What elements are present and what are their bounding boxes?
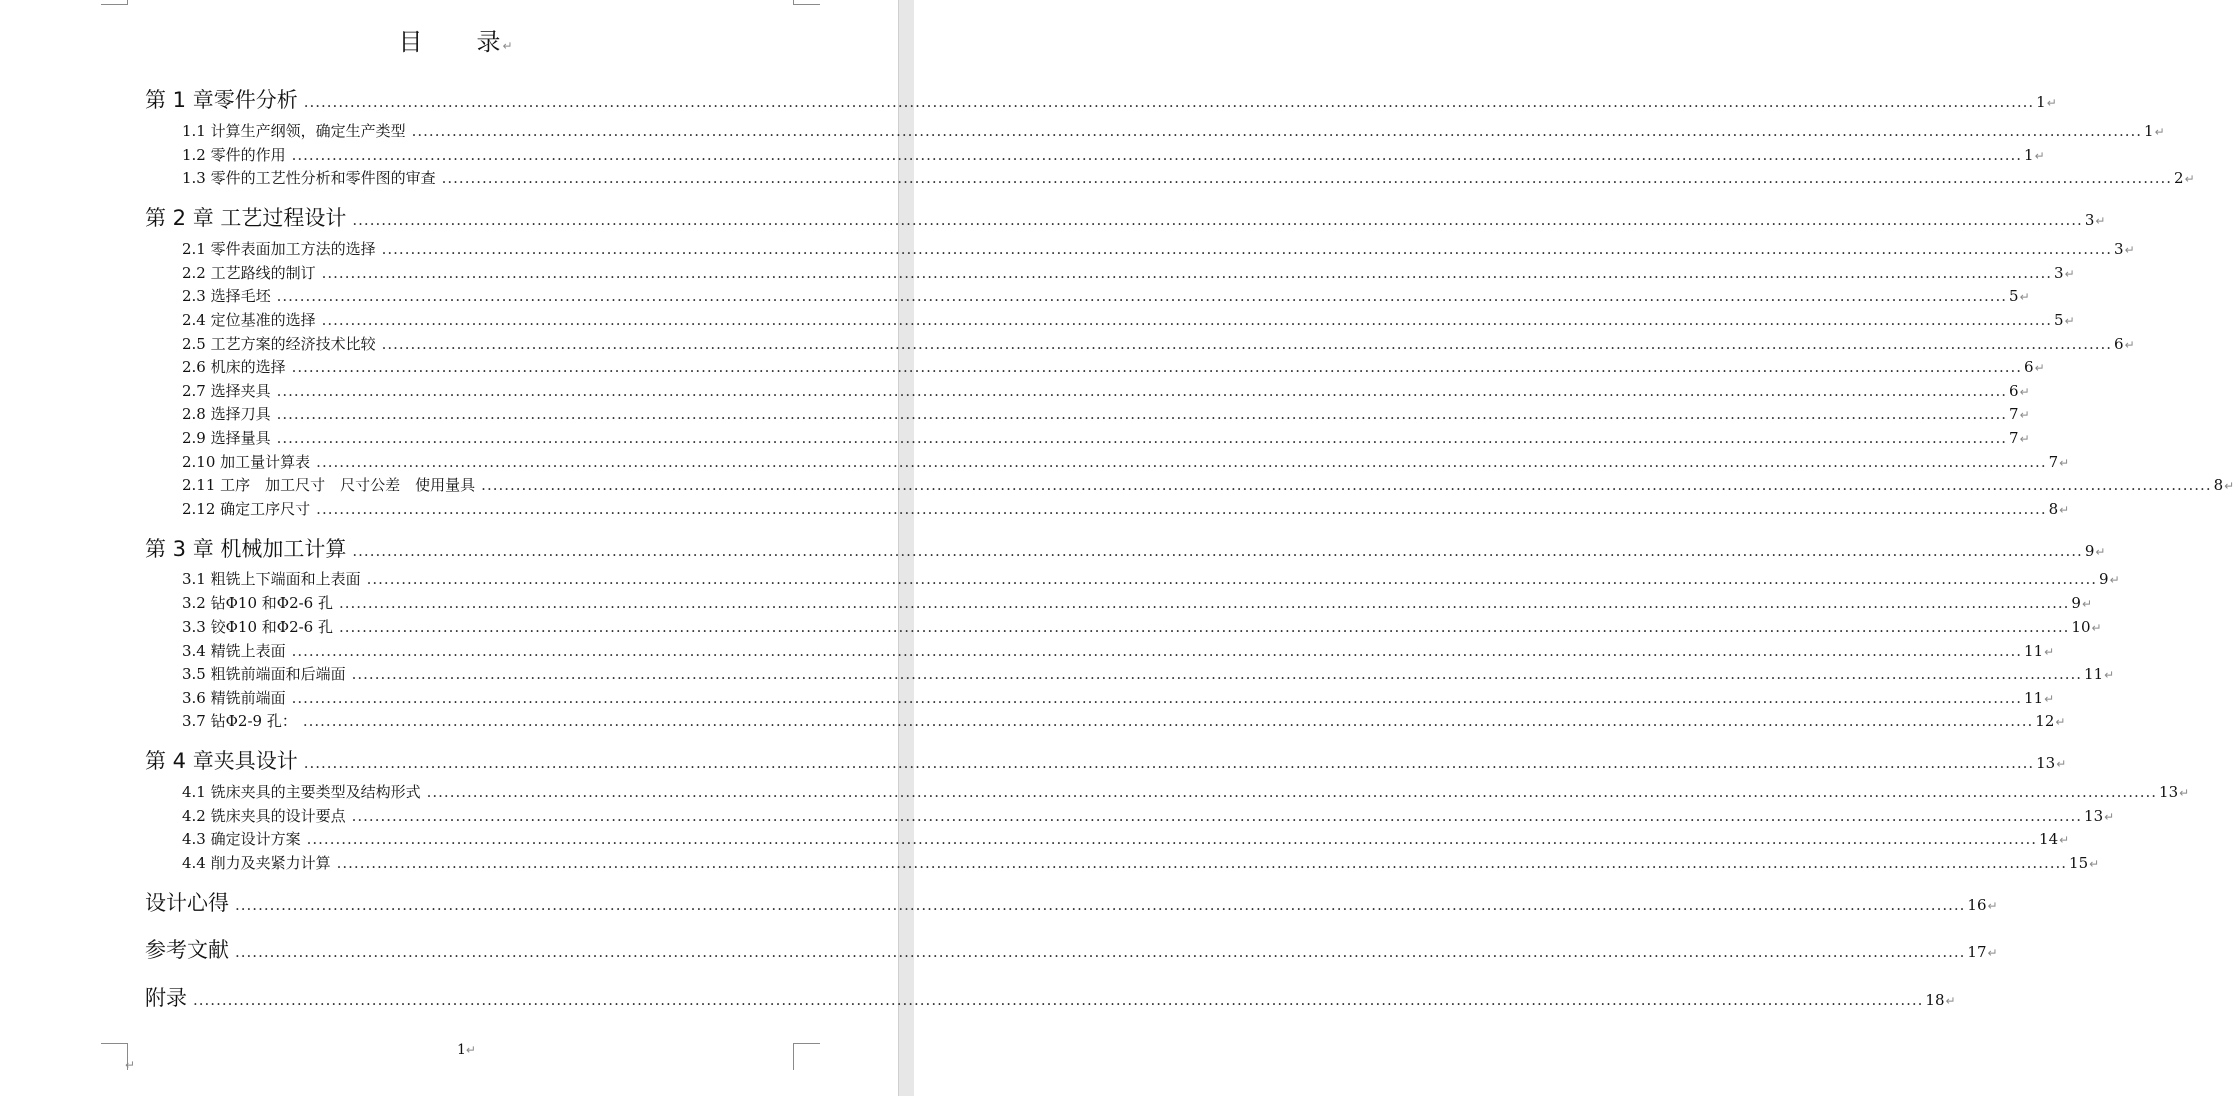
toc-entry-text: 第 1 章零件分析 <box>145 88 298 112</box>
paragraph-return-mark: ↵ <box>1945 994 1956 1008</box>
toc-entry-page: 13 <box>2159 783 2179 801</box>
toc-dot-leader: ............................................................................................................................................................................................................................................................................................................ <box>316 500 2047 518</box>
toc-entry[interactable] <box>182 120 2165 141</box>
toc-title <box>0 22 913 57</box>
toc-entry-page: 7 <box>2048 453 2059 471</box>
toc-entry-text: 3.6 精铣前端面 <box>182 689 286 707</box>
toc-entry[interactable] <box>182 852 2100 873</box>
toc-entry[interactable] <box>182 568 2120 589</box>
toc-dot-leader: ............................................................................................................................................................................................................................................................................................................ <box>321 264 2053 282</box>
toc-dot-leader: ............................................................................................................................................................................................................................................................................................................ <box>302 712 2034 730</box>
toc-entry-page: 8 <box>2048 500 2059 518</box>
toc-dot-leader: ............................................................................................................................................................................................................................................................................................................ <box>276 382 2008 400</box>
toc-entry[interactable] <box>182 427 2030 448</box>
toc-entry[interactable] <box>145 533 2106 563</box>
toc-entry[interactable] <box>182 592 2093 613</box>
toc-entry[interactable] <box>182 333 2135 354</box>
page-footer-number <box>457 1042 476 1058</box>
toc-dot-leader: ............................................................................................................................................................................................................................................................................................................ <box>276 429 2008 447</box>
paragraph-return-mark: ↵ <box>2179 786 2190 800</box>
toc-title-text: 目 录 <box>398 28 503 56</box>
paragraph-return-mark: ↵ <box>2095 214 2106 228</box>
toc-entry[interactable] <box>145 84 2057 114</box>
paragraph-return-mark: ↵ <box>2184 172 2195 186</box>
toc-entry-text: 4.1 铣床夹具的主要类型及结构形式 <box>182 783 421 801</box>
paragraph-return-mark: ↵ <box>2091 621 2102 635</box>
paragraph-return-mark: ↵ <box>2104 810 2115 824</box>
toc-entry-page: 6 <box>2009 382 2019 400</box>
toc-dot-leader: ............................................................................................................................................................................................................................................................................................................ <box>291 358 2023 376</box>
toc-entry-text: 1.3 零件的工艺性分析和零件图的审查 <box>182 169 436 187</box>
toc-dot-leader: ............................................................................................................................................................................................................................................................................................................ <box>411 122 2143 140</box>
toc-entry-page: 9 <box>2084 542 2095 560</box>
toc-dot-leader: ............................................................................................................................................................................................................................................................................................................ <box>351 665 2083 683</box>
paragraph-return-mark: ↵ <box>2224 479 2234 493</box>
toc-entry-text: 2.11 工序 加工尺寸 尺寸公差 使用量具 <box>182 476 476 494</box>
toc-entry-text: 2.7 选择夹具 <box>182 382 271 400</box>
toc-entry[interactable] <box>182 144 2045 165</box>
toc-entry[interactable] <box>182 309 2075 330</box>
toc-dot-leader: ............................................................................................................................................................................................................................................................................................................ <box>336 854 2068 872</box>
toc-entry[interactable] <box>182 498 2070 519</box>
toc-entry-text: 附录 <box>145 986 187 1010</box>
toc-dot-leader: ............................................................................................................................................................................................................................................................................................................ <box>441 169 2173 187</box>
paragraph-return-mark: ↵ <box>2124 338 2135 352</box>
paragraph-return-mark: ↵ <box>2081 597 2093 611</box>
toc-entry-text: 2.9 选择量具 <box>182 429 271 447</box>
toc-entry-page: 11 <box>2024 642 2044 660</box>
paragraph-return-mark: ↵ <box>2055 715 2066 729</box>
paragraph-return-mark: ↵ <box>2059 503 2070 517</box>
toc-dot-leader: ............................................................................................................................................................................................................................................................................................................ <box>291 642 2023 660</box>
toc-entry[interactable] <box>145 887 1998 917</box>
paragraph-return-mark: ↵ <box>2019 290 2030 304</box>
toc-dot-leader: ............................................................................................................................................................................................................................................................................................................ <box>351 807 2083 825</box>
toc-dot-leader: ............................................................................................................................................................................................................................................................................................................ <box>381 240 2113 258</box>
paragraph-return-mark: ↵ <box>2124 243 2135 257</box>
paragraph-return-mark: ↵ <box>465 1043 476 1057</box>
toc-entry-text: 参考文献 <box>145 938 229 962</box>
toc-entry-page: 1 <box>2144 122 2154 140</box>
paragraph-return-mark: ↵ <box>2104 668 2115 682</box>
paragraph-return-mark: ↵ <box>2064 314 2075 328</box>
toc-entry-page: 11 <box>2084 665 2104 683</box>
toc-entry[interactable] <box>182 356 2045 377</box>
toc-entry-text: 2.6 机床的选择 <box>182 358 286 376</box>
toc-dot-leader: ............................................................................................................................................................................................................................................................................................................ <box>291 146 2023 164</box>
paragraph-return-mark: ↵ <box>2019 408 2030 422</box>
toc-dot-leader: ............................................................................................................................................................................................................................................................................................................ <box>316 453 2047 471</box>
toc-dot-leader: ............................................................................................................................................................................................................................................................................................................ <box>303 93 2035 111</box>
paragraph-return-mark: ↵ <box>2154 125 2165 139</box>
paragraph-return-mark: ↵ <box>2044 692 2055 706</box>
toc-entry-text: 2.4 定位基准的选择 <box>182 311 316 329</box>
toc-entry-text: 第 2 章 工艺过程设计 <box>145 206 347 230</box>
toc-entry-page: 17 <box>1967 943 1987 961</box>
toc-entry-text: 3.4 精铣上表面 <box>182 642 286 660</box>
toc-entry-text: 2.10 加工量计算表 <box>182 453 311 471</box>
toc-entry-text: 2.3 选择毛坯 <box>182 287 271 305</box>
toc-dot-leader: ............................................................................................................................................................................................................................................................................................................ <box>366 570 2098 588</box>
toc-entry-page: 6 <box>2024 358 2034 376</box>
paragraph-return-mark: ↵ <box>2034 149 2045 163</box>
toc-entry[interactable] <box>182 262 2075 283</box>
toc-entry-text: 3.1 粗铣上下端面和上表面 <box>182 570 361 588</box>
toc-entry-page: 2 <box>2174 169 2184 187</box>
toc-entry-text: 2.2 工艺路线的制订 <box>182 264 316 282</box>
toc-entry-text: 第 4 章夹具设计 <box>145 749 298 773</box>
toc-dot-leader: ............................................................................................................................................................................................................................................................................................................ <box>193 991 1924 1009</box>
toc-entry-page: 3 <box>2054 264 2064 282</box>
toc-dot-leader: ............................................................................................................................................................................................................................................................................................................ <box>352 211 2083 229</box>
toc-entry-page: 1 <box>2036 93 2046 111</box>
toc-entry-page: 13 <box>2084 807 2104 825</box>
paragraph-return-mark: ↵ <box>2059 456 2070 470</box>
toc-entry-page: 5 <box>2009 287 2019 305</box>
toc-dot-leader: ............................................................................................................................................................................................................................................................................................................ <box>235 896 1966 914</box>
toc-entry-page: 9 <box>2071 594 2081 612</box>
paragraph-return-mark: ↵ <box>2034 361 2045 375</box>
toc-entry[interactable] <box>182 380 2030 401</box>
toc-entry-text: 3.5 粗铣前端面和后端面 <box>182 665 346 683</box>
paragraph-return-mark: ↵ <box>2095 545 2106 559</box>
paragraph-return-mark: ↵ <box>2046 96 2057 110</box>
toc-entry-text: 4.2 铣床夹具的设计要点 <box>182 807 346 825</box>
toc-entry[interactable] <box>182 167 2195 188</box>
toc-dot-leader: ............................................................................................................................................................................................................................................................................................................ <box>235 943 1966 961</box>
paragraph-return-mark: ↵ <box>125 1058 136 1072</box>
toc-entry-text: 第 3 章 机械加工计算 <box>145 537 347 561</box>
toc-entry-page: 1 <box>2024 146 2034 164</box>
margin-corner-top-left <box>101 0 128 5</box>
toc-entry-page: 12 <box>2035 712 2055 730</box>
toc-dot-leader: ............................................................................................................................................................................................................................................................................................................ <box>426 783 2158 801</box>
toc-entry[interactable] <box>182 710 2066 731</box>
toc-entry-page: 9 <box>2099 570 2109 588</box>
toc-entry-page: 16 <box>1967 896 1987 914</box>
toc-dot-leader: ............................................................................................................................................................................................................................................................................................................ <box>381 335 2113 353</box>
toc-entry-page: 7 <box>2009 405 2019 423</box>
paragraph-return-mark: ↵ <box>502 39 515 53</box>
toc-dot-leader: ............................................................................................................................................................................................................................................................................................................ <box>321 311 2053 329</box>
toc-entry-page: 11 <box>2024 689 2044 707</box>
margin-corner-bottom-left <box>101 1043 128 1070</box>
toc-entry-text: 1.2 零件的作用 <box>182 146 286 164</box>
toc-entry[interactable] <box>182 285 2030 306</box>
toc-entry-text: 3.3 铰Φ10 和Φ2-6 孔 <box>182 618 333 636</box>
toc-entry-text: 3.7 钻Φ2-9 孔： <box>182 712 297 730</box>
paragraph-return-mark: ↵ <box>2089 857 2100 871</box>
toc-dot-leader: ............................................................................................................................................................................................................................................................................................................ <box>306 830 2038 848</box>
toc-entry[interactable] <box>145 934 1998 964</box>
toc-entry[interactable] <box>145 745 2067 775</box>
toc-entry-page: 3 <box>2084 211 2095 229</box>
toc-entry[interactable] <box>182 687 2055 708</box>
toc-entry-page: 8 <box>2213 476 2224 494</box>
toc-entry-text: 4.4 削力及夹紧力计算 <box>182 854 331 872</box>
paragraph-return-mark: ↵ <box>2019 385 2030 399</box>
toc-entry-page: 5 <box>2054 311 2064 329</box>
toc-entry-page: 13 <box>2036 754 2056 772</box>
toc-entry[interactable] <box>145 982 1956 1012</box>
toc-dot-leader: ............................................................................................................................................................................................................................................................................................................ <box>352 542 2083 560</box>
paragraph-return-mark: ↵ <box>2019 432 2030 446</box>
paragraph-return-mark: ↵ <box>2064 267 2075 281</box>
toc-entry-text: 2.1 零件表面加工方法的选择 <box>182 240 376 258</box>
toc-dot-leader: ............................................................................................................................................................................................................................................................................................................ <box>276 287 2008 305</box>
paragraph-return-mark: ↵ <box>1987 899 1998 913</box>
toc-entry-page: 14 <box>2039 830 2059 848</box>
toc-entry-page: 6 <box>2114 335 2124 353</box>
toc-entry-page: 18 <box>1925 991 1945 1009</box>
toc-entry[interactable] <box>145 202 2106 232</box>
toc-entry-text: 4.3 确定设计方案 <box>182 830 301 848</box>
footer-page-number: 1 <box>457 1042 466 1058</box>
toc-entry-text: 2.5 工艺方案的经济技术比较 <box>182 335 376 353</box>
toc-entry-page: 7 <box>2009 429 2019 447</box>
toc-entry-text: 3.2 钻Φ10 和Φ2-6 孔 <box>182 594 333 612</box>
toc-entry-text: 2.12 确定工序尺寸 <box>182 500 311 518</box>
toc-entry[interactable] <box>182 474 2234 495</box>
toc-entry[interactable] <box>182 640 2055 661</box>
toc-entry[interactable] <box>182 238 2135 259</box>
toc-entry-page: 10 <box>2071 618 2091 636</box>
toc-entry-text: 2.8 选择刀具 <box>182 405 271 423</box>
toc-dot-leader: ............................................................................................................................................................................................................................................................................................................ <box>276 405 2008 423</box>
paragraph-return-mark: ↵ <box>2109 573 2120 587</box>
toc-dot-leader: ............................................................................................................................................................................................................................................................................................................ <box>481 476 2212 494</box>
toc-dot-leader: ............................................................................................................................................................................................................................................................................................................ <box>339 618 2070 636</box>
margin-corner-bottom-right <box>793 1043 820 1070</box>
toc-entry[interactable] <box>182 616 2102 637</box>
paragraph-return-mark: ↵ <box>2056 757 2067 771</box>
toc-dot-leader: ............................................................................................................................................................................................................................................................................................................ <box>291 689 2023 707</box>
toc-dot-leader: ............................................................................................................................................................................................................................................................................................................ <box>339 594 2070 612</box>
paragraph-return-mark: ↵ <box>1987 946 1998 960</box>
toc-entry[interactable] <box>182 781 2190 802</box>
toc-entry[interactable] <box>182 828 2070 849</box>
toc-entry-page: 3 <box>2114 240 2124 258</box>
toc-entry-text: 1.1 计算生产纲领，确定生产类型 <box>182 122 406 140</box>
paragraph-return-mark: ↵ <box>2059 833 2070 847</box>
toc-entry[interactable] <box>182 451 2070 472</box>
toc-entry-text: 设计心得 <box>145 891 229 915</box>
toc-entry[interactable] <box>182 403 2030 424</box>
paragraph-return-mark: ↵ <box>2044 645 2055 659</box>
margin-corner-top-right <box>793 0 820 5</box>
toc-entry[interactable] <box>182 805 2115 826</box>
toc-entry[interactable] <box>182 663 2115 684</box>
toc-entry-page: 15 <box>2069 854 2089 872</box>
toc-dot-leader: ............................................................................................................................................................................................................................................................................................................ <box>303 754 2035 772</box>
